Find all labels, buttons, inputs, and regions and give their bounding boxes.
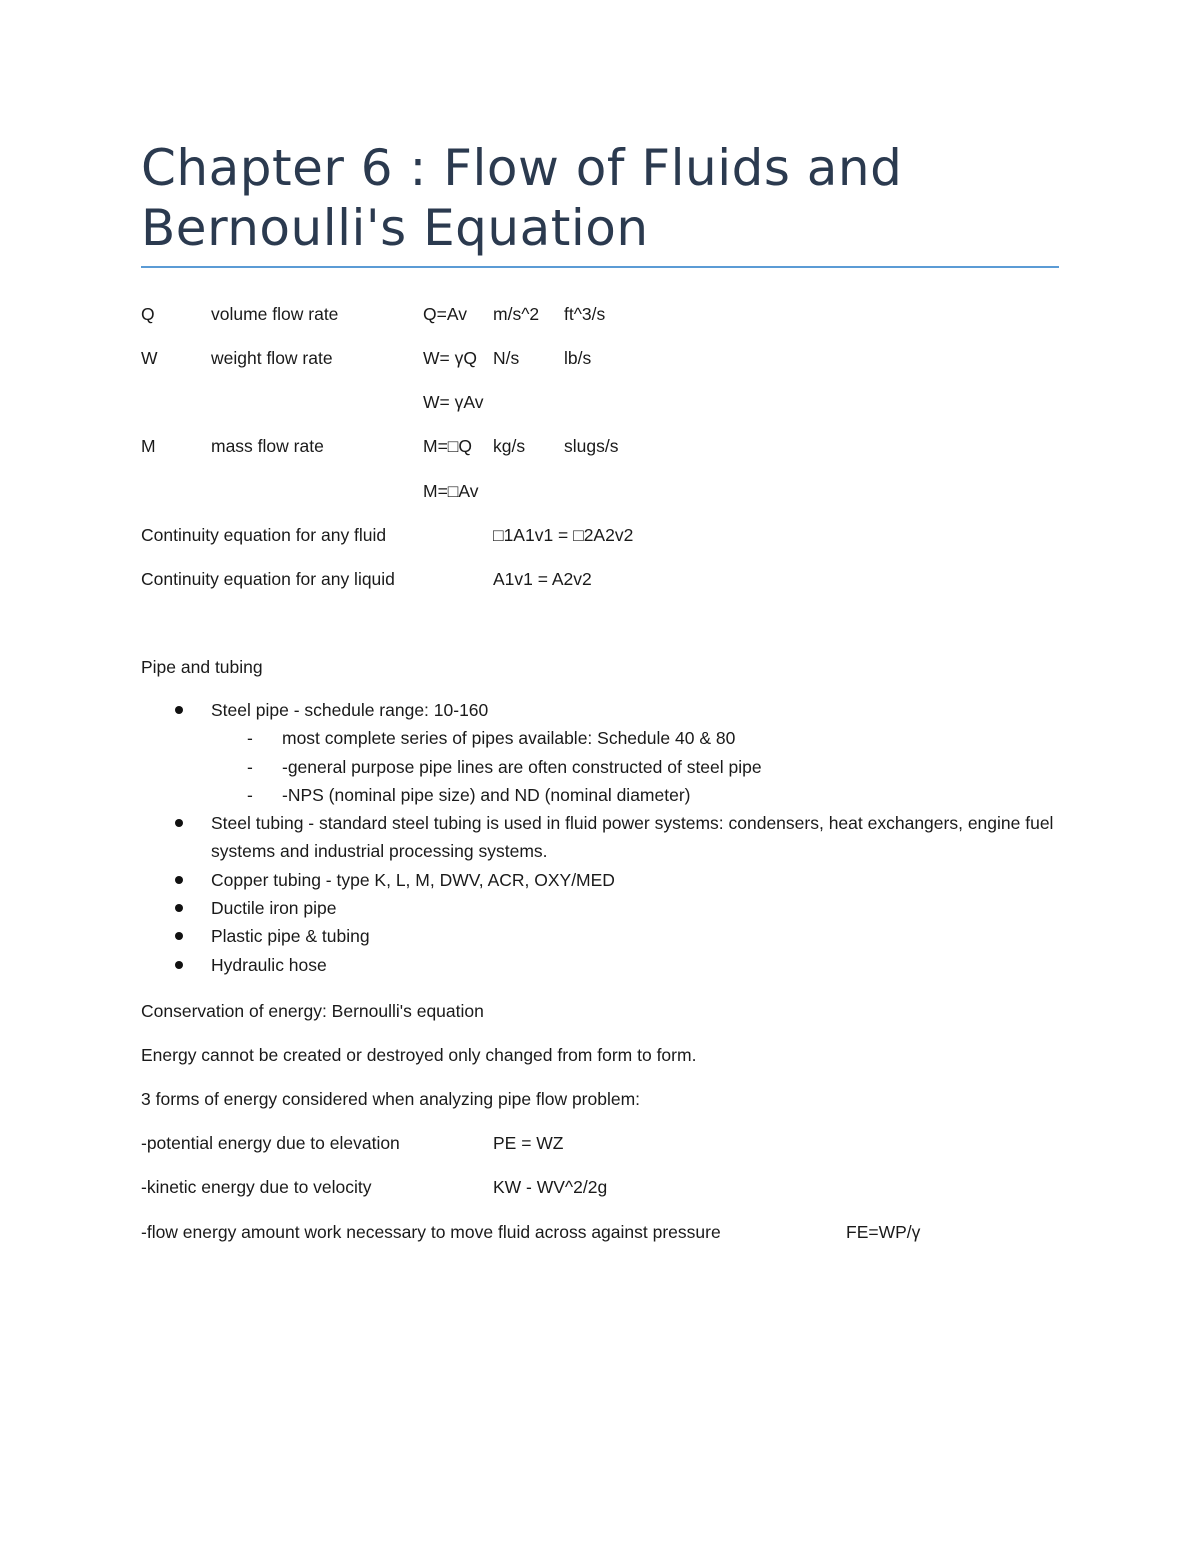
si-unit-cell: kg/s bbox=[493, 436, 526, 456]
list-item bbox=[141, 866, 1061, 894]
continuity-label: Continuity equation for any liquid bbox=[141, 569, 395, 589]
name-cell: volume flow rate bbox=[211, 304, 339, 324]
list-item-text: Ductile iron pipe bbox=[211, 898, 337, 919]
us-unit-cell: slugs/s bbox=[564, 436, 619, 456]
formula-cell: M=□Q bbox=[423, 436, 472, 456]
si-unit-cell: N/s bbox=[493, 348, 520, 368]
list-item bbox=[141, 922, 1061, 950]
name-cell: mass flow rate bbox=[211, 436, 324, 456]
us-unit-cell: lb/s bbox=[564, 348, 592, 368]
sub-list-item bbox=[141, 753, 1061, 781]
name-cell: weight flow rate bbox=[211, 348, 333, 368]
energy-heading: Conservation of energy: Bernoulli's equation bbox=[141, 1001, 484, 1021]
us-unit-cell: ft^3/s bbox=[564, 304, 606, 324]
bullet-icon bbox=[175, 876, 183, 884]
sub-list-item-text: -NPS (nominal pipe size) and ND (nominal diameter) bbox=[282, 784, 691, 805]
energy-form-equation: FE=WP/γ bbox=[846, 1222, 921, 1242]
bullet-icon bbox=[175, 961, 183, 969]
list-item-text: Plastic pipe & tubing bbox=[211, 926, 370, 947]
pipe-list bbox=[141, 696, 1061, 979]
energy-form-label: -flow energy amount work necessary to move fluid across against pressure bbox=[141, 1222, 721, 1242]
energy-form-equation: PE = WZ bbox=[493, 1133, 564, 1153]
formula-cell: Q=Av bbox=[423, 304, 467, 324]
sub-list-item bbox=[141, 724, 1061, 752]
dash-icon: - bbox=[247, 784, 253, 805]
symbol-cell: Q bbox=[141, 304, 155, 324]
sub-list-item bbox=[141, 781, 1061, 809]
sub-list-item-text: -general purpose pipe lines are often constructed of steel pipe bbox=[282, 756, 762, 777]
continuity-equation: □1A1v1 = □2A2v2 bbox=[493, 525, 634, 545]
list-item bbox=[141, 809, 1061, 866]
energy-form-label: -kinetic energy due to velocity bbox=[141, 1177, 372, 1197]
energy-form-label: -potential energy due to elevation bbox=[141, 1133, 400, 1153]
bullet-icon bbox=[175, 706, 183, 714]
continuity-equation: A1v1 = A2v2 bbox=[493, 569, 592, 589]
title-underline bbox=[141, 266, 1059, 268]
formula-cell: W= γAv bbox=[423, 392, 484, 412]
si-unit-cell: m/s^2 bbox=[493, 304, 540, 324]
formula-cell: W= γQ bbox=[423, 348, 477, 368]
formula-cell: M=□Av bbox=[423, 481, 479, 501]
continuity-label: Continuity equation for any fluid bbox=[141, 525, 387, 545]
bullet-icon bbox=[175, 904, 183, 912]
dash-icon: - bbox=[247, 728, 253, 749]
dash-icon: - bbox=[247, 756, 253, 777]
list-item-text: Steel tubing - standard steel tubing is used in fluid power systems: condensers, heat exchangers, engine fuel systems and industrial processing systems. bbox=[211, 813, 1054, 862]
list-item bbox=[141, 696, 1061, 724]
symbol-cell: W bbox=[141, 348, 158, 368]
energy-form-equation: KW - WV^2/2g bbox=[493, 1177, 608, 1197]
page-title: Chapter 6 : Flow of Fluids and Bernoulli's Equation bbox=[141, 139, 903, 257]
list-item bbox=[141, 951, 1061, 979]
pipe-heading: Pipe and tubing bbox=[141, 657, 263, 677]
list-item-text: Hydraulic hose bbox=[211, 954, 327, 975]
bullet-icon bbox=[175, 819, 183, 827]
symbol-cell: M bbox=[141, 436, 156, 456]
list-item-text: Steel pipe - schedule range: 10-160 bbox=[211, 700, 489, 720]
energy-forms-intro: 3 forms of energy considered when analyzing pipe flow problem: bbox=[141, 1089, 641, 1109]
energy-statement: Energy cannot be created or destroyed only changed from form to form. bbox=[141, 1045, 697, 1065]
list-item-text: Copper tubing - type K, L, M, DWV, ACR, OXY/MED bbox=[211, 869, 615, 890]
bullet-icon bbox=[175, 932, 183, 940]
list-item bbox=[141, 894, 1061, 922]
sub-list-item-text: most complete series of pipes available: Schedule 40 & 80 bbox=[282, 728, 736, 749]
